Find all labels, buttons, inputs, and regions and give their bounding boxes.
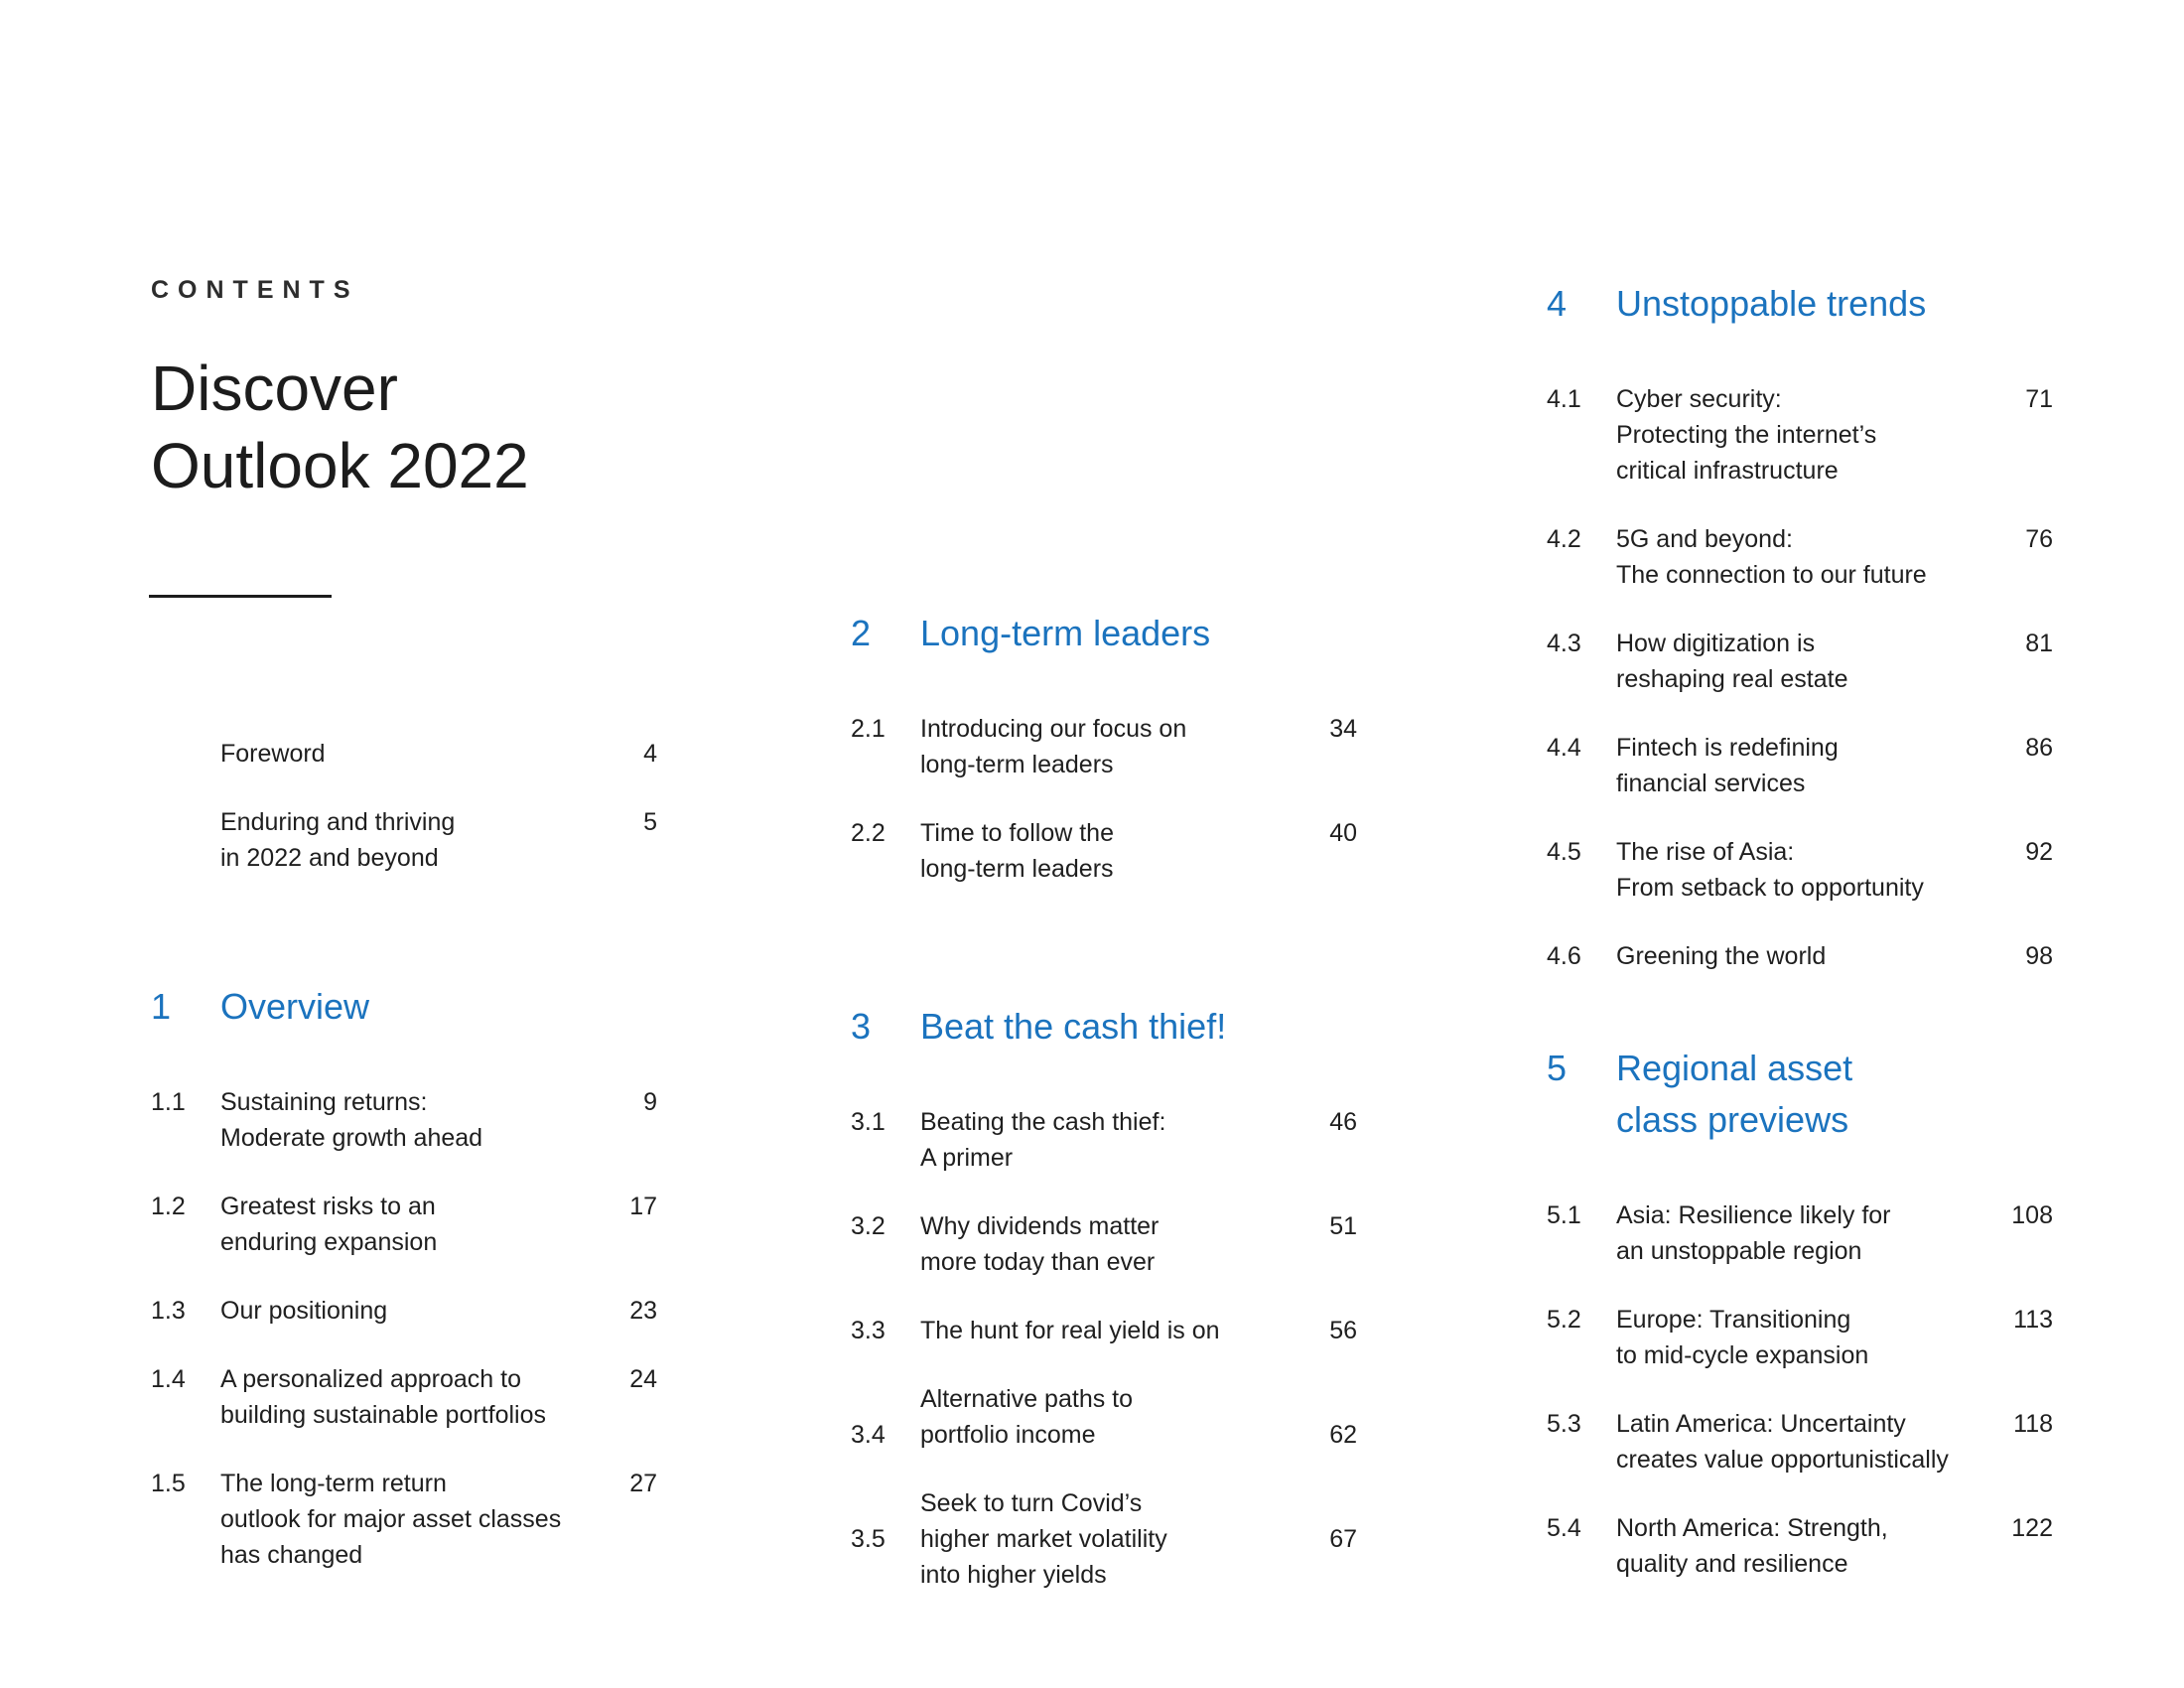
entry-title-line: Cyber security: — [1616, 385, 1782, 413]
entry-title — [220, 1361, 657, 1433]
toc-entry[interactable] — [151, 804, 657, 876]
entry-number: 2.2 — [851, 819, 886, 847]
entry-title — [1616, 626, 2053, 697]
entry-number: 3.3 — [851, 1317, 886, 1344]
entry-page-number: 122 — [2011, 1514, 2053, 1542]
entry-title-line: The rise of Asia: — [1616, 838, 1795, 866]
entry-title-line: Asia: Resilience likely for — [1616, 1201, 1891, 1229]
entry-title — [220, 736, 657, 772]
entry-number: 3.5 — [851, 1525, 886, 1553]
toc-entry[interactable] — [851, 1485, 1357, 1593]
entry-title-line: Latin America: Uncertainty — [1616, 1410, 1906, 1438]
entry-page-number: 23 — [629, 1297, 657, 1325]
entry-number: 2.1 — [851, 715, 886, 743]
entry-title-line: Greatest risks to an — [220, 1193, 436, 1220]
entry-title-line: From setback to opportunity — [1616, 874, 1924, 902]
entry-title-line: long-term leaders — [920, 855, 1114, 883]
entry-title-line: more today than ever — [920, 1248, 1156, 1276]
column-left — [151, 0, 657, 1688]
entry-page-number: 4 — [643, 740, 657, 768]
contents-label: CONTENTS — [151, 276, 359, 304]
section-regional-asset-class-previews — [1547, 1043, 2053, 1615]
entry-title — [220, 1293, 657, 1329]
entry-title — [1616, 730, 2053, 801]
entry-title-line: to mid-cycle expansion — [1616, 1341, 1869, 1369]
entry-number: 1.2 — [151, 1193, 186, 1220]
column-right — [1547, 0, 2053, 1688]
entry-page-number: 118 — [2013, 1410, 2053, 1438]
toc-entry[interactable] — [1547, 730, 2053, 801]
entry-title — [1616, 938, 2053, 974]
entry-title-line: The connection to our future — [1616, 561, 1927, 589]
entry-title — [220, 1084, 657, 1156]
section-header[interactable] — [151, 981, 657, 1033]
entry-number: 5.2 — [1547, 1306, 1581, 1334]
entry-title-line: has changed — [220, 1541, 363, 1569]
entry-title-line: higher market volatility — [920, 1525, 1167, 1553]
title-rule — [149, 595, 332, 598]
entry-number: 4.4 — [1547, 734, 1581, 762]
toc-entry[interactable] — [1547, 626, 2053, 697]
entry-number: 4.1 — [1547, 385, 1581, 413]
entry-number: 5.3 — [1547, 1410, 1581, 1438]
entry-title — [920, 1313, 1357, 1348]
entry-page-number: 86 — [2025, 734, 2053, 762]
section-unstoppable-trends — [1547, 278, 2053, 1007]
entry-page-number: 9 — [643, 1088, 657, 1116]
entry-title-line: Moderate growth ahead — [220, 1124, 483, 1152]
entry-title-line: reshaping real estate — [1616, 665, 1848, 693]
column-middle — [851, 0, 1357, 1688]
entry-title-line: A personalized approach to — [220, 1365, 521, 1393]
entry-title-line: building sustainable portfolios — [220, 1401, 546, 1429]
entry-title-line: Sustaining returns: — [220, 1088, 428, 1116]
entry-title-line: Foreword — [220, 740, 326, 768]
toc-entry[interactable] — [1547, 1197, 2053, 1269]
entry-title-line: Introducing our focus on — [920, 715, 1187, 743]
section-number: 3 — [851, 1006, 872, 1047]
section-title-line: Unstoppable trends — [1616, 283, 1927, 324]
entry-title-line: The hunt for real yield is on — [920, 1317, 1220, 1344]
section-beat-the-cash-thief — [851, 1001, 1357, 1625]
entry-number: 4.3 — [1547, 630, 1581, 657]
entry-page-number: 71 — [2025, 385, 2053, 413]
entry-title-line: outlook for major asset classes — [220, 1505, 562, 1533]
entry-title — [1616, 1406, 2053, 1477]
entry-title — [220, 804, 657, 876]
entry-title — [220, 1189, 657, 1260]
section-title — [920, 1001, 1357, 1053]
entry-title-line: The long-term return — [220, 1470, 447, 1497]
section-overview — [151, 981, 657, 1606]
section-title — [920, 608, 1357, 659]
section-title — [1616, 278, 2053, 330]
entry-page-number: 92 — [2025, 838, 2053, 866]
entry-page-number: 56 — [1329, 1317, 1357, 1344]
section-number: 2 — [851, 613, 872, 653]
entry-number: 3.2 — [851, 1212, 886, 1240]
section-entry-list — [851, 711, 1357, 887]
front-matter-list — [151, 736, 657, 909]
entry-number: 4.6 — [1547, 942, 1581, 970]
entry-title-line: creates value opportunistically — [1616, 1446, 1949, 1474]
entry-title-line: Our positioning — [220, 1297, 388, 1325]
section-title — [1616, 1043, 2053, 1146]
entry-title — [920, 711, 1357, 782]
entry-page-number: 76 — [2025, 525, 2053, 553]
entry-page-number: 27 — [629, 1470, 657, 1497]
section-title-line: Beat the cash thief! — [920, 1006, 1227, 1047]
entry-number: 1.4 — [151, 1365, 186, 1393]
document-title — [151, 350, 657, 504]
entry-title — [220, 1466, 657, 1573]
section-header[interactable] — [851, 608, 1357, 659]
section-entry-list — [151, 1084, 657, 1573]
section-header[interactable] — [851, 1001, 1357, 1053]
entry-title-line: A primer — [920, 1144, 1014, 1172]
entry-number: 5.1 — [1547, 1201, 1581, 1229]
section-entry-list — [1547, 381, 2053, 974]
section-entry-list — [851, 1104, 1357, 1593]
entry-title-line: in 2022 and beyond — [220, 844, 439, 872]
entry-title — [920, 1104, 1357, 1176]
entry-title-line: into higher yields — [920, 1561, 1107, 1589]
section-header[interactable] — [1547, 1043, 2053, 1146]
entry-title-line: Beating the cash thief: — [920, 1108, 1166, 1136]
entry-title — [1616, 834, 2053, 906]
entry-page-number: 40 — [1329, 819, 1357, 847]
section-number: 1 — [151, 986, 172, 1027]
entry-page-number: 5 — [643, 808, 657, 836]
toc-entry[interactable] — [151, 1293, 657, 1329]
section-entry-list — [1547, 1197, 2053, 1582]
toc-entry[interactable] — [151, 736, 657, 772]
entry-number: 3.4 — [851, 1421, 886, 1449]
entry-title — [920, 815, 1357, 887]
toc-entry[interactable] — [1547, 938, 2053, 974]
section-header[interactable] — [1547, 278, 2053, 330]
section-title — [220, 981, 657, 1033]
toc-entry[interactable] — [851, 1381, 1357, 1453]
entry-number: 4.5 — [1547, 838, 1581, 866]
document-title-line-1: Discover — [151, 352, 398, 424]
entry-page-number: 17 — [629, 1193, 657, 1220]
entry-title-line: 5G and beyond: — [1616, 525, 1793, 553]
entry-title-line: Europe: Transitioning — [1616, 1306, 1851, 1334]
entry-title-line: an unstoppable region — [1616, 1237, 1862, 1265]
toc-entry[interactable] — [151, 1189, 657, 1260]
toc-entry[interactable] — [1547, 521, 2053, 593]
toc-entry[interactable] — [1547, 381, 2053, 489]
entry-page-number: 98 — [2025, 942, 2053, 970]
entry-number: 1.5 — [151, 1470, 186, 1497]
entry-title — [1616, 381, 2053, 489]
entry-number: 3.1 — [851, 1108, 886, 1136]
entry-page-number: 62 — [1329, 1421, 1357, 1449]
entry-title — [920, 1485, 1357, 1593]
entry-title — [920, 1381, 1357, 1453]
entry-title-line: critical infrastructure — [1616, 457, 1839, 485]
document-title-line-2: Outlook 2022 — [151, 430, 529, 501]
entry-title — [1616, 1197, 2053, 1269]
toc-entry[interactable] — [851, 1104, 1357, 1176]
entry-title-line: quality and resilience — [1616, 1550, 1848, 1578]
entry-title-line: Greening the world — [1616, 942, 1827, 970]
toc-entry[interactable] — [1547, 1406, 2053, 1477]
entry-page-number: 108 — [2011, 1201, 2053, 1229]
entry-title — [1616, 521, 2053, 593]
entry-page-number: 113 — [2013, 1306, 2053, 1334]
entry-title-line: portfolio income — [920, 1421, 1096, 1449]
section-number: 4 — [1547, 283, 1568, 324]
entry-title-line: How digitization is — [1616, 630, 1816, 657]
entry-title-line: Seek to turn Covid’s — [920, 1489, 1143, 1517]
toc-entry[interactable] — [1547, 1510, 2053, 1582]
toc-entry[interactable] — [151, 1361, 657, 1433]
entry-page-number: 67 — [1329, 1525, 1357, 1553]
entry-number: 1.3 — [151, 1297, 186, 1325]
entry-title-line: North America: Strength, — [1616, 1514, 1888, 1542]
entry-page-number: 46 — [1329, 1108, 1357, 1136]
entry-title-line: Alternative paths to — [920, 1385, 1134, 1413]
toc-entry[interactable] — [1547, 1302, 2053, 1373]
entry-title-line: Fintech is redefining — [1616, 734, 1839, 762]
section-title-line: Long-term leaders — [920, 613, 1211, 653]
entry-page-number: 51 — [1329, 1212, 1357, 1240]
toc-entry[interactable] — [851, 1313, 1357, 1348]
entry-page-number: 81 — [2025, 630, 2053, 657]
entry-title-line: Protecting the internet’s — [1616, 421, 1877, 449]
entry-number: 4.2 — [1547, 525, 1581, 553]
entry-title — [920, 1208, 1357, 1280]
section-long-term-leaders — [851, 608, 1357, 919]
section-number: 5 — [1547, 1048, 1568, 1088]
entry-number: 5.4 — [1547, 1514, 1581, 1542]
entry-title — [1616, 1510, 2053, 1582]
entry-title-line: long-term leaders — [920, 751, 1114, 778]
section-title-line: class previews — [1616, 1099, 1849, 1140]
toc-entry[interactable] — [851, 711, 1357, 782]
entry-title-line: financial services — [1616, 770, 1806, 797]
section-title-line: Regional asset — [1616, 1048, 1853, 1088]
toc-entry[interactable] — [851, 815, 1357, 887]
toc-entry[interactable] — [151, 1466, 657, 1573]
entry-title-line: Time to follow the — [920, 819, 1114, 847]
entry-page-number: 34 — [1329, 715, 1357, 743]
toc-entry[interactable] — [851, 1208, 1357, 1280]
entry-title-line: Why dividends matter — [920, 1212, 1160, 1240]
entry-title-line: Enduring and thriving — [220, 808, 456, 836]
toc-entry[interactable] — [151, 1084, 657, 1156]
entry-title — [1616, 1302, 2053, 1373]
entry-number: 1.1 — [151, 1088, 186, 1116]
section-title-line: Overview — [220, 986, 370, 1027]
entry-title-line: enduring expansion — [220, 1228, 438, 1256]
toc-entry[interactable] — [1547, 834, 2053, 906]
entry-page-number: 24 — [629, 1365, 657, 1393]
